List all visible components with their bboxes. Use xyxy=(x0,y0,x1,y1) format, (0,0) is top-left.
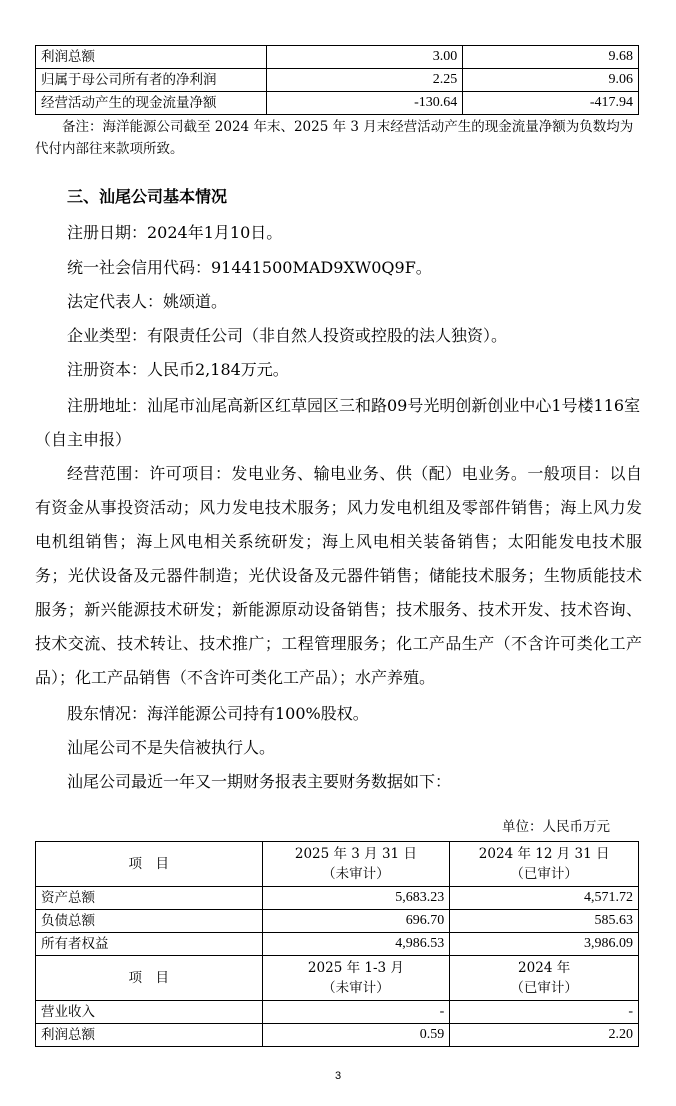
header-audit-status: （已审计） xyxy=(510,866,578,882)
table-row xyxy=(36,1024,639,1047)
financial-intro: 汕尾公司最近一年又一期财务报表主要财务数据如下： xyxy=(67,772,452,791)
cell-value: - xyxy=(262,1001,450,1024)
cell-value: 585.63 xyxy=(450,910,639,933)
cell-value: 4,571.72 xyxy=(450,887,639,910)
header-item: 项 目 xyxy=(36,842,263,887)
table-row xyxy=(36,910,639,933)
cell-value: 5,683.23 xyxy=(262,887,450,910)
cell-value: -417.94 xyxy=(463,92,639,115)
table-row xyxy=(36,887,639,910)
header-period xyxy=(450,842,639,887)
cell-value: 4,986.53 xyxy=(262,933,450,956)
cell-value: 9.68 xyxy=(463,46,639,69)
row-label: 资产总额 xyxy=(36,887,263,910)
cell-value: 3,986.09 xyxy=(450,933,639,956)
registered-address: 注册地址：汕尾市汕尾高新区红草园区三和路09号光明创新创业中心1号楼116室（自主申报） xyxy=(35,396,641,449)
table-row xyxy=(36,92,639,115)
header-date: 2024 年 xyxy=(518,960,571,976)
financial-data-table xyxy=(35,841,639,1047)
row-label: 利润总额 xyxy=(36,46,267,69)
header-audit-status: （已审计） xyxy=(510,980,578,996)
top-financial-table xyxy=(35,45,639,115)
company-type: 企业类型：有限责任公司（非自然人投资或控股的法人独资）。 xyxy=(67,326,508,345)
cell-value: 9.06 xyxy=(463,69,639,92)
header-period xyxy=(262,842,450,887)
header-date: 2025 年 3 月 31 日 xyxy=(294,846,417,862)
row-label: 所有者权益 xyxy=(36,933,263,956)
shareholder-info: 股东情况：海洋能源公司持有100%股权。 xyxy=(67,704,369,723)
header-period xyxy=(262,956,450,1001)
dishonest-status: 汕尾公司不是失信被执行人。 xyxy=(67,738,276,757)
header-date: 2024 年 12 月 31 日 xyxy=(478,846,610,862)
cell-value: -130.64 xyxy=(266,92,463,115)
table-header-row xyxy=(36,956,639,1001)
row-label: 经营活动产生的现金流量净额 xyxy=(36,92,267,115)
row-label: 利润总额 xyxy=(36,1024,263,1047)
row-label: 营业收入 xyxy=(36,1001,263,1024)
table-header-row xyxy=(36,842,639,887)
table-note: 备注：海洋能源公司截至 2024 年末、2025 年 3 月末经营活动产生的现金流量净额为负数均为代付内部往来款项所致。 xyxy=(35,119,634,157)
header-period xyxy=(450,956,639,1001)
registration-date: 注册日期：2024年1月10日。 xyxy=(67,223,283,242)
legal-representative: 法定代表人：姚颂道。 xyxy=(67,292,228,311)
cell-value: 0.59 xyxy=(262,1024,450,1047)
unit-label: 单位：人民币万元 xyxy=(502,819,610,835)
header-item: 项 目 xyxy=(36,956,263,1001)
table-row xyxy=(36,69,639,92)
cell-value: 3.00 xyxy=(266,46,463,69)
table-row xyxy=(36,933,639,956)
section-heading: 三、汕尾公司基本情况 xyxy=(67,187,228,206)
cell-value: - xyxy=(450,1001,639,1024)
registered-capital: 注册资本：人民币2,184万元。 xyxy=(67,360,289,379)
header-audit-status: （未审计） xyxy=(322,866,390,882)
page-number: 3 xyxy=(334,1070,342,1082)
cell-value: 696.70 xyxy=(262,910,450,933)
cell-value: 2.20 xyxy=(450,1024,639,1047)
header-audit-status: （未审计） xyxy=(322,980,390,996)
table-row xyxy=(36,1001,639,1024)
row-label: 归属于母公司所有者的净利润 xyxy=(36,69,267,92)
row-label: 负债总额 xyxy=(36,910,263,933)
business-scope: 经营范围：许可项目：发电业务、输电业务、供（配）电业务。一般项目：以自有资金从事投资活动；风力发电技术服务；风力发电机组及零部件销售；海上风力发电机组销售；海上风电相关系统研发；海上风电相关装备销售；太阳能发电技术服务；光伏设备及元器件制造；光伏设备及元器件销售；储能技术服务；生物质能技术服务；新兴能源技术研发；新能源原动设备销售；技术服务、技术开发、技术咨询、技术交流、技术转让、技术推广；工程管理服务；化工产品生产（不含许可类化工产品）；化工产品销售（不含许可类化工产品）；水产养殖。 xyxy=(35,464,642,687)
header-date: 2025 年 1-3 月 xyxy=(307,960,404,976)
credit-code: 统一社会信用代码：91441500MAD9XW0Q9F。 xyxy=(67,258,432,277)
cell-value: 2.25 xyxy=(266,69,463,92)
table-row xyxy=(36,46,639,69)
